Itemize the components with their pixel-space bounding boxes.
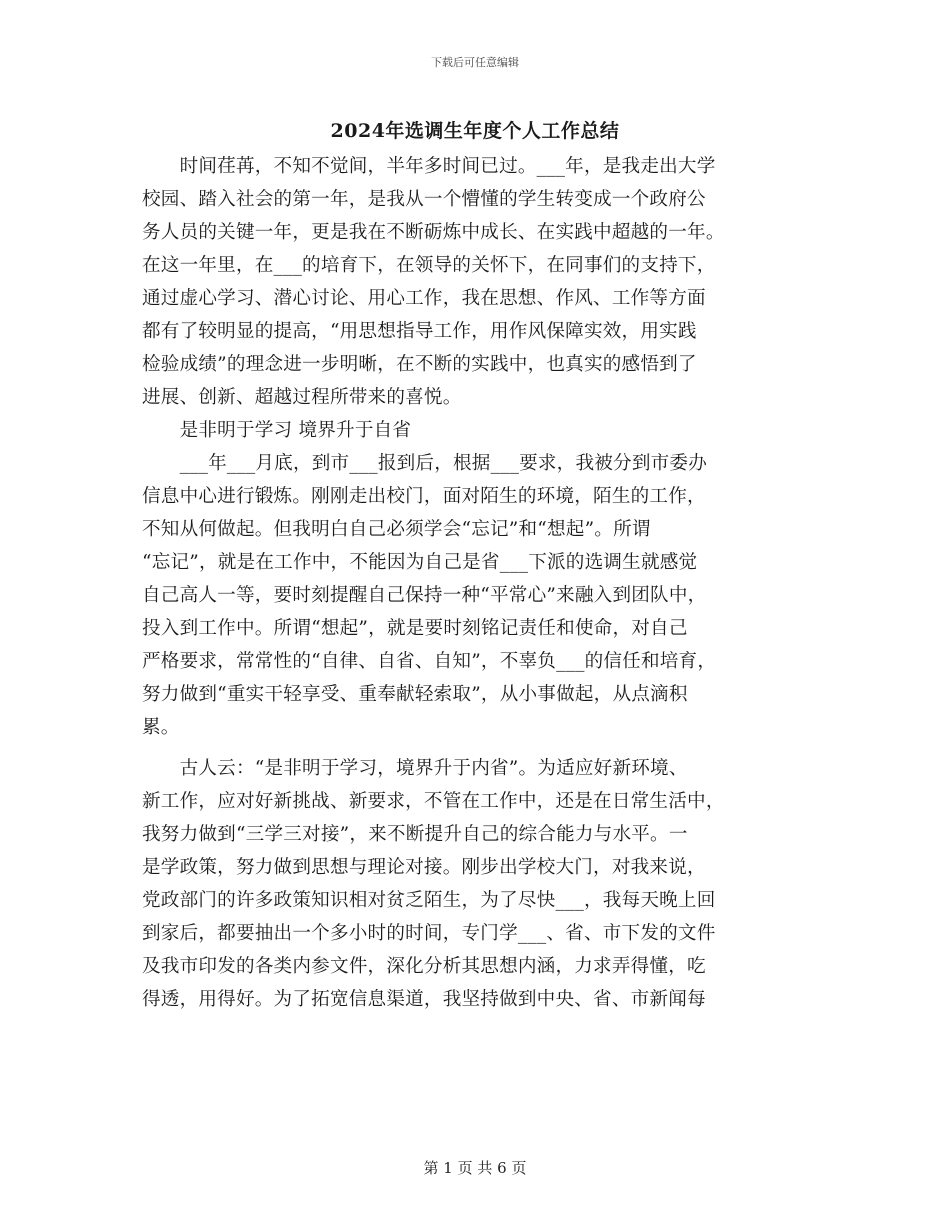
body-line: 投入到工作中。所谓“想起”，就是要时刻铭记责任和使命，对自己 — [142, 618, 688, 639]
body-line: 我努力做到“三学三对接”，来不断提升自己的综合能力与水平。一 — [142, 824, 688, 845]
body-line: 务人员的关键一年，更是我在不断砺炼中成长、在实践中超越的一年。 — [142, 222, 725, 243]
body-line: “忘记”，就是在工作中，不能因为自己是省___下派的选调生就感觉 — [142, 552, 698, 573]
body-line: 检验成绩”的理念进一步明晰，在不断的实践中，也真实的感悟到了 — [142, 354, 697, 375]
body-line: 努力做到“重实干轻享受、重奉献轻索取”，从小事做起，从点滴积 — [142, 684, 688, 705]
body-line: 是学政策，努力做到思想与理论对接。刚步出学校大门，对我来说， — [142, 857, 706, 878]
body-line: 累。 — [142, 717, 180, 738]
body-line: 通过虚心学习、潜心讨论、用心工作，我在思想、作风、工作等方面 — [142, 288, 706, 309]
body-line: 古人云：“是非明于学习，境界升于内省”。为适应好新环境、 — [142, 758, 688, 779]
body-line: 严格要求，常常性的“自律、自省、自知”，不辜负___的信任和培育， — [142, 651, 717, 672]
body-line: 在这一年里，在___的培育下，在领导的关怀下，在同事们的支持下， — [142, 255, 716, 276]
document-body — [142, 150, 822, 1016]
body-line: ___年___月底，到市___报到后，根据___要求，我被分到市委办 — [142, 453, 708, 474]
paragraph-gap — [142, 744, 822, 752]
document-title: 2024年选调生年度个人工作总结 — [330, 120, 620, 142]
body-line: 校园、踏入社会的第一年，是我从一个懵懂的学生转变成一个政府公 — [142, 189, 706, 210]
body-line: 到家后，都要抽出一个多小时的时间，专门学___、省、市下发的文件 — [142, 923, 716, 944]
body-line: 信息中心进行锻炼。刚刚走出校门，面对陌生的环境，陌生的工作， — [142, 486, 706, 507]
section-heading: 是非明于学习 境界升于自省 — [142, 420, 412, 441]
body-line: 及我市印发的各类内参文件，深化分析其思想内涵，力求弄得懂，吃 — [142, 956, 706, 977]
body-line: 进展、创新、超越过程所带来的喜悦。 — [142, 387, 462, 408]
body-line: 党政部门的许多政策知识相对贫乏陌生，为了尽快___，我每天晚上回 — [142, 890, 716, 911]
body-line: 自己高人一等，要时刻提醒自己保持一种“平常心”来融入到团队中， — [142, 585, 707, 606]
body-line: 都有了较明显的提高，“用思想指导工作，用作风保障实效，用实践 — [142, 321, 697, 342]
header-note: 下载后可任意编辑 — [431, 56, 519, 69]
body-line: 新工作，应对好新挑战、新要求，不管在工作中，还是在日常生活中， — [142, 791, 725, 812]
body-line: 不知从何做起。但我明白自己必须学会“忘记”和“想起”。所谓 — [142, 519, 651, 540]
body-line: 得透，用得好。为了拓宽信息渠道，我坚持做到中央、省、市新闻每 — [142, 989, 706, 1010]
body-line: 时间荏苒，不知不觉间，半年多时间已过。___年，是我走出大学 — [142, 156, 716, 177]
page-number: 第 1 页 共 6 页 — [423, 1159, 527, 1177]
